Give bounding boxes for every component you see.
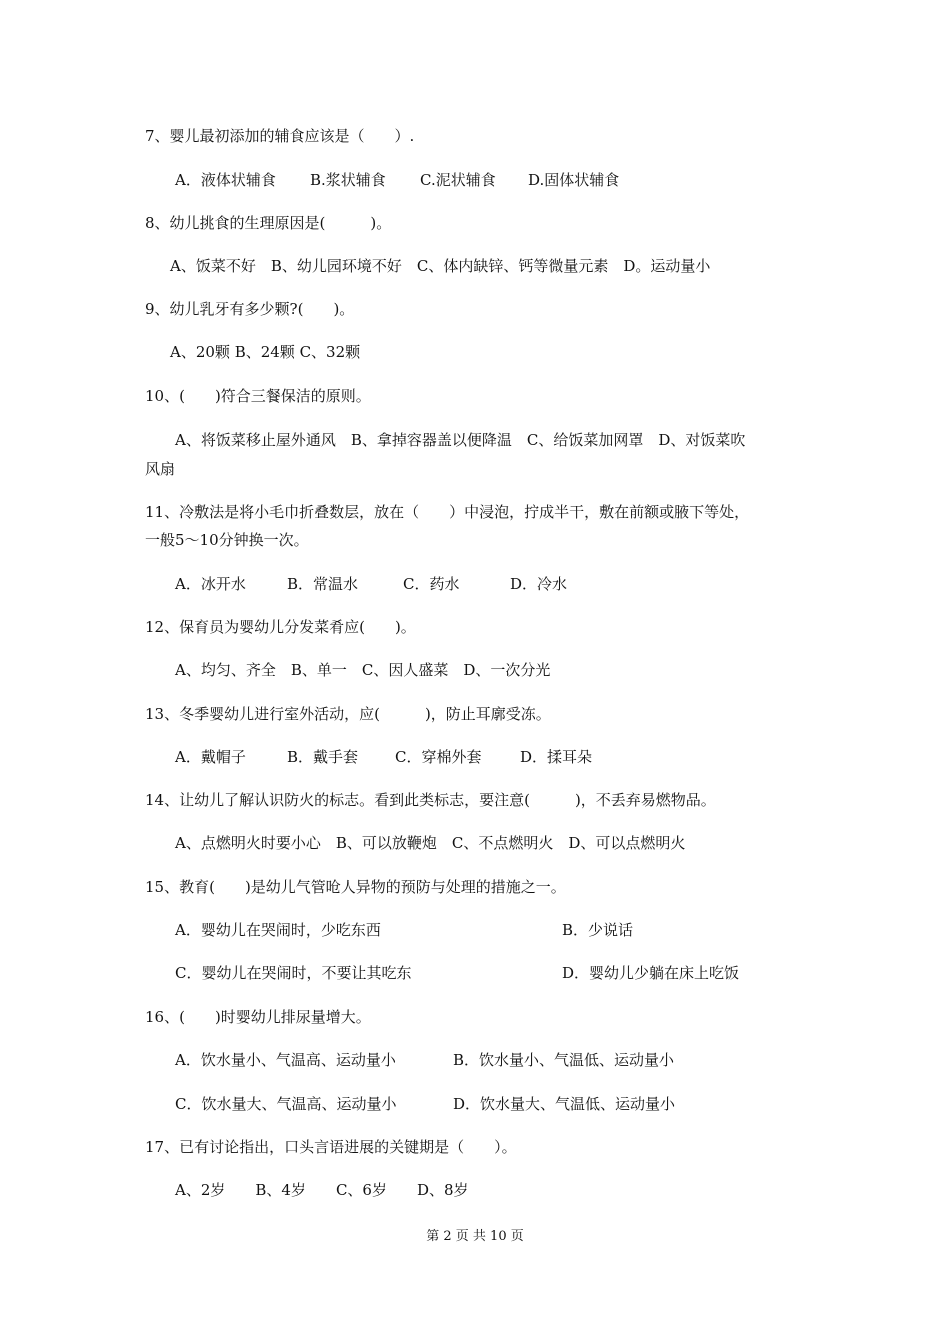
question-13-option-c: C．穿棉外套 [395, 748, 482, 766]
question-16-option-b: B．饮水量小、气温低、运动量小 [453, 1051, 675, 1069]
question-7-option-b: B.浆状辅食 [310, 171, 386, 189]
question-10-options-line-2: 风扇 [145, 460, 176, 478]
question-13-option-b: B．戴手套 [287, 748, 359, 766]
question-15-option-a: A．婴幼儿在哭闹时，少吃东西 [175, 921, 381, 939]
question-16-stem: 16、( )时婴幼儿排尿量增大。 [145, 1008, 371, 1026]
question-9-options: A、20颗 B、24颗 C、32颗 [170, 343, 361, 361]
question-7-option-c: C.泥状辅食 [420, 171, 496, 189]
question-12-options: A、均匀、齐全 B、单一 C、因人盛菜 D、一次分光 [175, 661, 551, 679]
question-7-option-a: A．液体状辅食 [175, 171, 276, 189]
question-10-stem: 10、( )符合三餐保洁的原则。 [145, 387, 371, 405]
question-11-stem-line-2: 一般5～10分钟换一次。 [145, 531, 309, 549]
question-13-option-a: A．戴帽子 [175, 748, 246, 766]
question-15-stem: 15、教育( )是幼儿气管呛人异物的预防与处理的措施之一。 [145, 878, 566, 896]
question-11-stem-line-1: 11、冷敷法是将小毛巾折叠数层，放在（ ）中浸泡，拧成半干，敷在前额或腋下等处， [145, 503, 750, 521]
question-16-option-c: C．饮水量大、气温高、运动量小 [175, 1095, 397, 1113]
question-15-option-d: D．婴幼儿少躺在床上吃饭 [562, 964, 740, 982]
question-11-option-a: A．冰开水 [175, 575, 246, 593]
question-8-options: A、饭菜不好 B、幼儿园环境不好 C、体内缺锌、钙等微量元素 D。运动量小 [170, 257, 711, 275]
question-15-option-c: C．婴幼儿在哭闹时，不要让其吃东 [175, 964, 412, 982]
question-7-stem: 7、婴儿最初添加的辅食应该是（ ）. [145, 127, 415, 145]
question-12-stem: 12、保育员为婴幼儿分发菜肴应( )。 [145, 618, 416, 636]
question-11-option-d: D．冷水 [510, 575, 568, 593]
question-17-stem: 17、已有讨论指出，口头言语进展的关键期是（ ）。 [145, 1138, 517, 1156]
question-10-options-line-1: A、将饭菜移止屋外通风 B、拿掉容器盖以便降温 C、给饭菜加网罩 D、对饭菜吹 [175, 431, 746, 449]
question-9-stem: 9、幼儿乳牙有多少颗?( )。 [145, 300, 355, 318]
page-number-footer: 第 2 页 共 10 页 [426, 1229, 524, 1244]
question-16-option-d: D．饮水量大、气温低、运动量小 [453, 1095, 676, 1113]
question-14-options: A、点燃明火时要小心 B、可以放鞭炮 C、不点燃明火 D、可以点燃明火 [175, 834, 686, 852]
question-13-option-d: D．揉耳朵 [520, 748, 593, 766]
question-13-stem: 13、冬季婴幼儿进行室外活动，应( )，防止耳廓受冻。 [145, 705, 551, 723]
question-8-stem: 8、幼儿挑食的生理原因是( )。 [145, 214, 392, 232]
question-14-stem: 14、让幼儿了解认识防火的标志。看到此类标志，要注意( )，不丢弃易燃物品。 [145, 791, 716, 809]
question-11-option-b: B．常温水 [287, 575, 359, 593]
question-15-option-b: B．少说话 [562, 921, 634, 939]
question-11-option-c: C．药水 [403, 575, 460, 593]
question-16-option-a: A．饮水量小、气温高、运动量小 [175, 1051, 396, 1069]
question-17-options: A、2岁 B、4岁 C、6岁 D、8岁 [175, 1181, 469, 1199]
question-7-option-d: D.固体状辅食 [528, 171, 620, 189]
